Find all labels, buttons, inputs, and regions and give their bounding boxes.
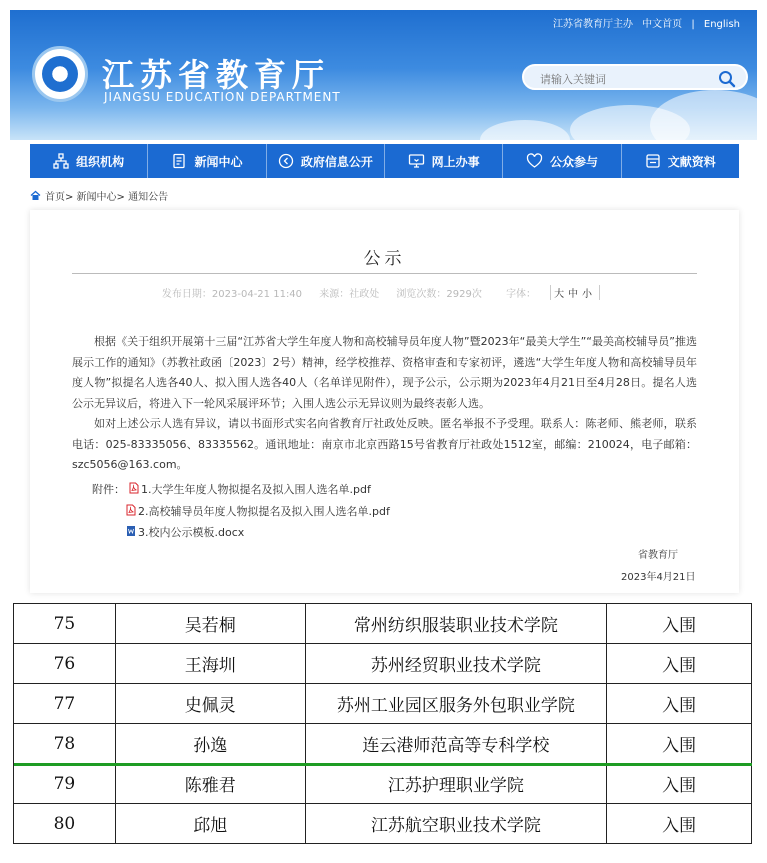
title-divider <box>72 273 697 274</box>
attachment-row <box>92 481 371 497</box>
circle-arrow-icon <box>278 153 294 169</box>
candidate-name: 吴若桐 <box>115 604 305 644</box>
host-label: 江苏省教育厅主办 <box>552 19 633 30</box>
breadcrumb <box>30 188 168 203</box>
article-panel <box>30 210 739 593</box>
font-size-label: 字体： <box>506 289 537 300</box>
link-separator: | <box>691 19 695 30</box>
top-links <box>550 15 743 30</box>
search-icon[interactable] <box>718 70 736 92</box>
nav-item-online-service[interactable] <box>385 144 503 178</box>
school-name: 连云港师范高等专科学校 <box>305 724 607 764</box>
candidate-status: 入围 <box>607 804 752 844</box>
school-name: 江苏航空职业技术学院 <box>305 804 607 844</box>
school-name: 江苏护理职业学院 <box>305 764 607 804</box>
table-row <box>14 804 752 844</box>
row-number: 80 <box>14 804 116 844</box>
candidate-status: 入围 <box>607 724 752 764</box>
cloud-decoration <box>480 120 570 140</box>
emblem-inner <box>42 56 78 92</box>
book-icon <box>645 153 661 169</box>
attachment-row <box>126 524 244 540</box>
article-body <box>72 332 697 476</box>
row-number: 76 <box>14 644 116 684</box>
attachment-link[interactable]: 1.大学生年度人物拟提名及拟入围人选名单.pdf <box>141 483 371 496</box>
pdf-icon <box>129 482 139 497</box>
attachments-label: 附件： <box>92 483 125 496</box>
nav-label: 政府信息公开 <box>300 154 373 169</box>
monitor-icon <box>408 153 425 169</box>
candidate-status: 入围 <box>607 764 752 804</box>
nav-item-literature[interactable] <box>622 144 739 178</box>
heart-icon <box>526 153 543 169</box>
candidate-status: 入围 <box>607 604 752 644</box>
publish-date: 发布日期：2023-04-21 11:40 <box>161 289 303 300</box>
attachment-link[interactable]: 3.校内公示模板.docx <box>138 526 245 539</box>
row-number: 77 <box>14 684 116 724</box>
article-source: 来源：社政处 <box>319 289 380 300</box>
school-name: 苏州经贸职业技术学院 <box>305 644 607 684</box>
nav-label: 新闻中心 <box>194 154 243 169</box>
emblem-logo-icon[interactable] <box>32 46 88 102</box>
font-size-control <box>499 289 607 300</box>
candidate-name: 史佩灵 <box>115 684 305 724</box>
view-count: 浏览次数：2929次 <box>396 289 482 300</box>
article-meta <box>30 285 739 300</box>
nav-item-gov-info[interactable] <box>267 144 385 178</box>
table-row <box>14 724 752 764</box>
nav-label: 网上办事 <box>431 154 480 169</box>
nav-item-public-participation[interactable] <box>503 144 621 178</box>
table-row <box>14 644 752 684</box>
breadcrumb-text[interactable]: 首页> 新闻中心> 通知公告 <box>45 192 169 203</box>
candidate-name: 孙逸 <box>115 724 305 764</box>
attachment-row <box>126 503 390 519</box>
table-row <box>14 764 752 804</box>
site-title[interactable]: 江苏省教育厅 <box>102 56 331 94</box>
font-size-buttons[interactable]: 大中小 <box>550 285 600 300</box>
row-number: 78 <box>14 724 116 764</box>
article-title: 公示 <box>363 249 406 269</box>
signature-org: 省教育厅 <box>638 550 678 561</box>
article-paragraph: 根据《关于组织开展第十三届“江苏省大学生年度人物和高校辅导员年度人物”暨2023年“最美大学生”“最美高校辅导员”推选展示工作的通知》（苏教社政函〔2023〕2号）精神，经学校推荐、资格审查和专家初评，遴选“大学生年度人物和高校辅导员年度人物”拟提名人选各40人、拟入围人选各40人（名单详见附件），现予公示，公示期为2023年4月21日至4月28日。提名人选公示无异议后，将进入下一轮风采展评环节；入围人选公示无异议则为最终表彰人选。 <box>72 335 697 410</box>
nav-item-news[interactable] <box>148 144 266 178</box>
candidate-table <box>13 603 752 844</box>
table-row <box>14 604 752 644</box>
nav-label: 文献资料 <box>667 154 716 169</box>
article-paragraph: 如对上述公示人选有异议，请以书面形式实名向省教育厅社政处反映。匿名举报不予受理。联系人：陈老师、熊老师，联系电话：025-83335056、83335562。通讯地址：南京市北京西路15号省教育厅社政处1512室，邮编：210024，电子邮箱：szc5056@163.com。 <box>72 417 697 471</box>
org-chart-icon <box>53 153 69 169</box>
candidate-status: 入围 <box>607 644 752 684</box>
site-subtitle: JIANGSU EDUCATION DEPARTMENT <box>104 90 341 104</box>
main-nav <box>30 144 739 178</box>
english-link[interactable]: English <box>703 19 740 30</box>
school-name: 常州纺织服装职业技术学院 <box>305 604 607 644</box>
nav-label: 组织机构 <box>76 154 125 169</box>
attachment-link[interactable]: 2.高校辅导员年度人物拟提名及拟入围人选名单.pdf <box>138 505 390 518</box>
chinese-home-link[interactable]: 中文首页 <box>642 19 683 30</box>
site-header <box>10 10 757 140</box>
highlight-line <box>14 763 752 766</box>
school-name: 苏州工业园区服务外包职业学院 <box>305 684 607 724</box>
search-input[interactable] <box>538 70 712 88</box>
document-icon <box>171 153 187 169</box>
word-icon <box>126 525 136 540</box>
row-number: 79 <box>14 764 116 804</box>
table-row <box>14 684 752 724</box>
home-icon[interactable] <box>30 190 41 201</box>
row-number: 75 <box>14 604 116 644</box>
nav-item-organization[interactable] <box>30 144 148 178</box>
candidate-status: 入围 <box>607 684 752 724</box>
candidate-name: 陈雅君 <box>115 764 305 804</box>
candidate-name: 邱旭 <box>115 804 305 844</box>
pdf-icon <box>126 504 136 519</box>
nav-label: 公众参与 <box>549 154 598 169</box>
cloud-decoration <box>650 90 757 140</box>
signature-date: 2023年4月21日 <box>621 572 696 583</box>
candidate-name: 王海圳 <box>115 644 305 684</box>
search-box <box>522 64 748 90</box>
